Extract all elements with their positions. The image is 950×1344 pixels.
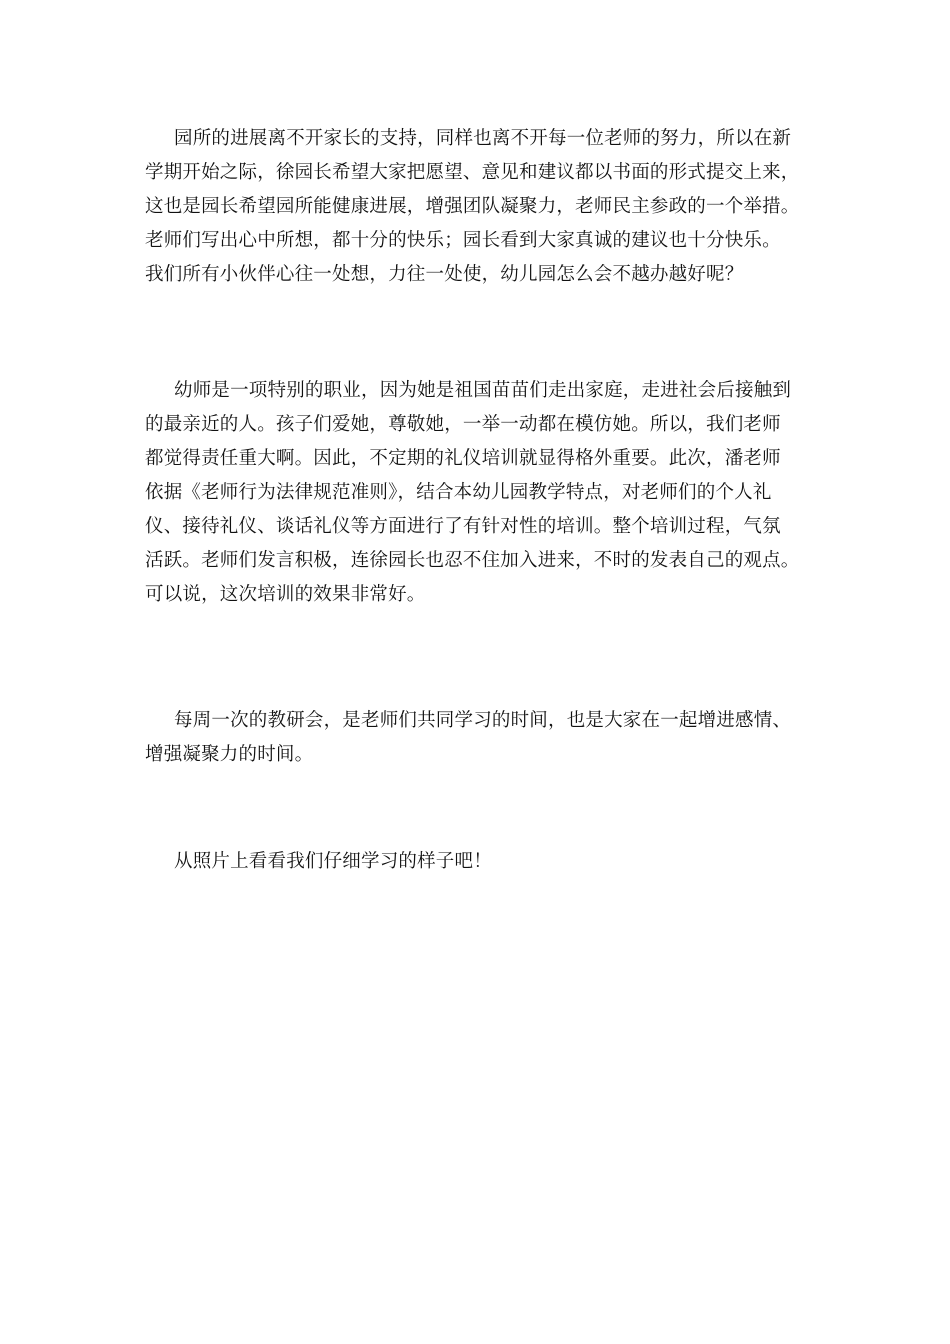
- text-line: 我们所有小伙伴心往一处想，力往一处使，幼儿园怎么会不越办越好呢？: [145, 264, 744, 285]
- text-line: 幼师是一项特别的职业，因为她是祖国苗苗们走出家庭，走进社会后接触到: [174, 380, 792, 401]
- paragraph-etiquette-training: [145, 374, 810, 612]
- paragraph-photo-caption: [145, 845, 810, 879]
- text-line: 学期开始之际，徐园长希望大家把愿望、意见和建议都以书面的形式提交上来，: [145, 162, 800, 183]
- text-line: 依据《老师行为法律规范准则》，结合本幼儿园教学特点，对老师们的个人礼: [145, 482, 772, 503]
- text-line: 的最亲近的人。孩子们爱她，尊敬她，一举一动都在模仿她。所以，我们老师: [145, 414, 781, 435]
- text-line: 这也是园长希望园所能健康进展，增强团队凝聚力，老师民主参政的一个举措。: [145, 196, 800, 217]
- text-line: 仪、接待礼仪、谈话礼仪等方面进行了有针对性的培训。整个培训过程，气氛: [145, 516, 781, 537]
- text-line: 活跃。老师们发言积极，连徐园长也忍不住加入进来，不时的发表自己的观点。: [145, 550, 800, 571]
- text-line: 园所的进展离不开家长的支持，同样也离不开每一位老师的努力，所以在新: [174, 128, 792, 149]
- text-line: 增强凝聚力的时间。: [145, 744, 314, 765]
- text-line: 都觉得责任重大啊。因此，不定期的礼仪培训就显得格外重要。此次，潘老师: [145, 448, 781, 469]
- text-line: 老师们写出心中所想，都十分的快乐；园长看到大家真诚的建议也十分快乐。: [145, 230, 781, 251]
- text-line: 可以说，这次培训的效果非常好。: [145, 584, 426, 605]
- paragraph-parent-support: [145, 122, 810, 292]
- paragraph-weekly-meeting: [145, 704, 810, 772]
- text-line: 每周一次的教研会，是老师们共同学习的时间，也是大家在一起增进感情、: [174, 710, 792, 731]
- text-line: 从照片上看看我们仔细学习的样子吧！: [174, 851, 492, 872]
